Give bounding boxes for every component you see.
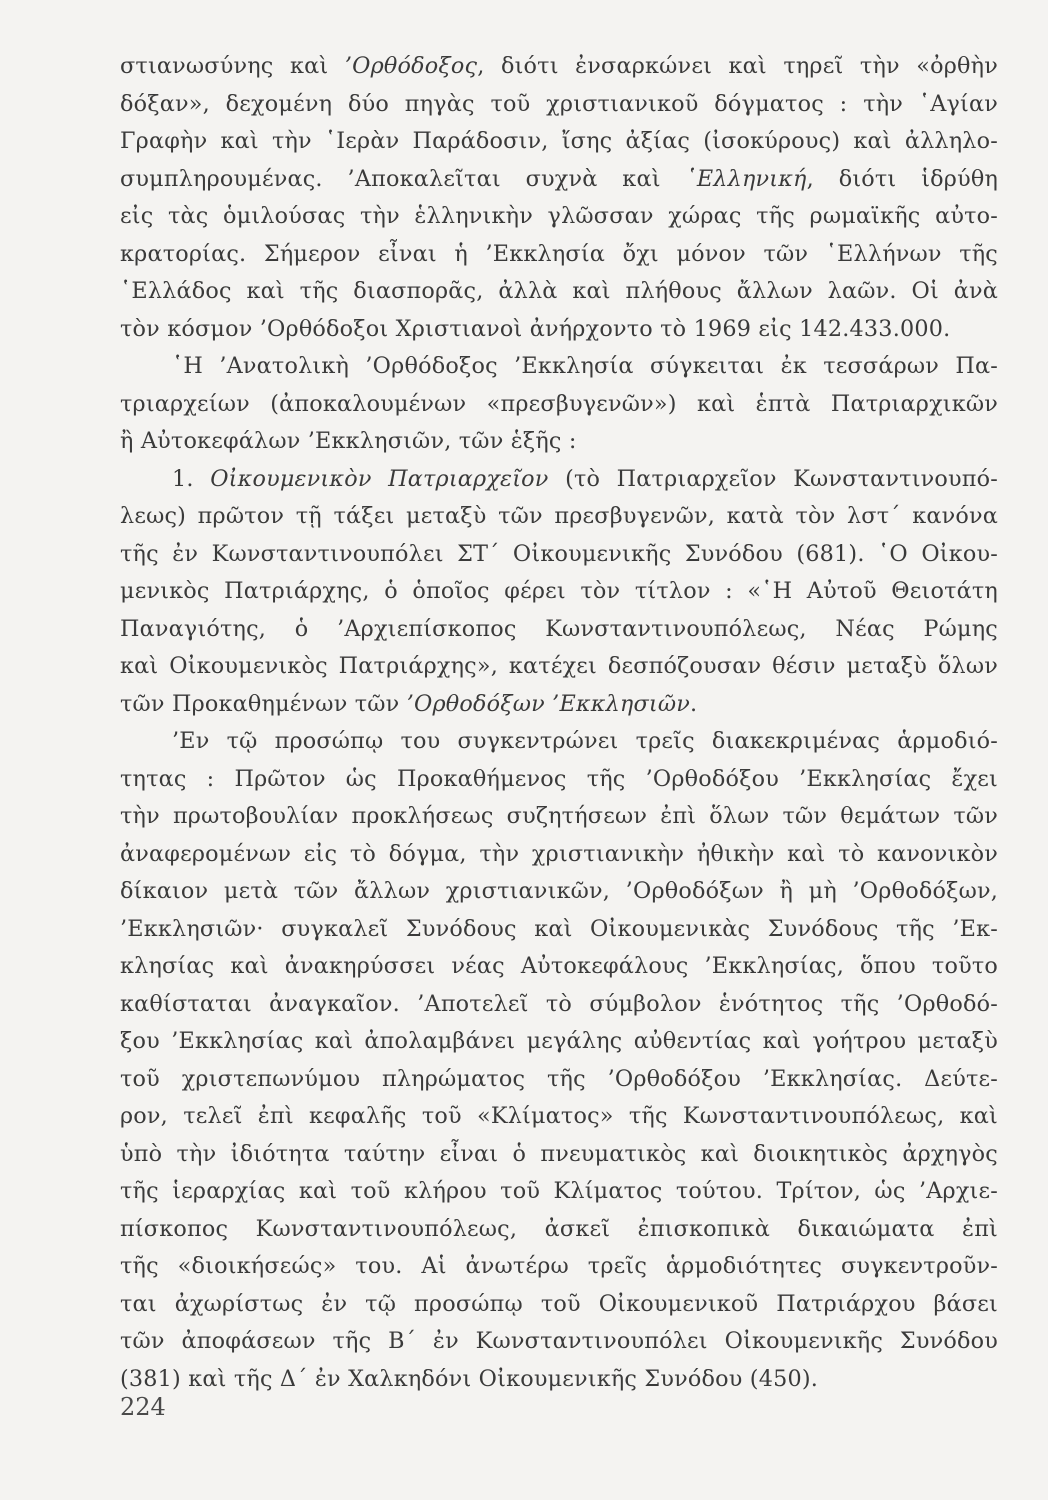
text-line [120,761,998,799]
text-line [120,236,998,274]
text-line [120,423,998,461]
emphasized-text: ’Ορθοδόξων ’Εκκλησιῶν [406,690,690,717]
line-text: καὶ Οἰκουμενικὸς Πατριάρχης», κατέχει δεσπόζουσαν θέσιν μεταξὺ ὅλων [120,653,998,679]
text-line [120,386,998,424]
text-line [120,536,998,574]
text-line [120,911,998,949]
line-text: τὴν πρωτοβουλίαν προκλήσεως συζητήσεων ἐπὶ ὅλων τῶν θεμάτων τῶν [120,803,998,829]
line-text: 1. [172,465,211,492]
line-text: τῶν Προκαθημένων τῶν [120,690,407,717]
text-line [120,836,998,874]
text-line [120,798,998,836]
text-line [120,198,998,236]
text-line [120,311,998,349]
line-text: κρατορίας. Σήμερον εἶναι ἡ ’Εκκλησία ὄχι μόνον τῶν ῾Ελλήνων τῆς [120,240,998,267]
line-text: Παναγιότης, ὁ ’Αρχιεπίσκοπος Κωνσταντινουπόλεως, Νέας Ρώμης [120,615,998,642]
line-text: ῾Ελλάδος καὶ τῆς διασπορᾶς, ἀλλὰ καὶ πλήθους ἄλλων λαῶν. Οἱ ἀνὰ [120,278,998,304]
line-text: ρον, τελεῖ ἐπὶ κεφαλῆς τοῦ «Κλίματος» τῆς Κωνσταντινουπόλεως, καὶ [120,1103,998,1129]
line-text: ται ἀχωρίστως ἐν τῷ προσώπῳ τοῦ Οἰκουμενικοῦ Πατριάρχου βάσει [120,1290,998,1317]
line-text: τὸν κόσμον ’Ορθόδοξοι Χριστιανοὶ ἀνήρχοντο τὸ 1969 εἰς 142.433.000. [120,315,951,342]
text-line [120,1136,998,1174]
emphasized-text: Οἰκουμενικὸν Πατριαρχεῖον [210,465,549,492]
line-text: τῶν ἀποφάσεων τῆς Β΄ ἐν Κωνσταντινουπόλει Οἰκουμενικῆς Συνόδου [120,1328,998,1354]
line-text: τριαρχείων (ἀποκαλουμένων «πρεσβυγενῶν») καὶ ἑπτὰ Πατριαρχικῶν [120,390,998,417]
line-text: (τὸ Πατριαρχεῖον Κωνσταντινουπό- [548,465,998,492]
text-line [120,873,998,911]
text-line [120,1173,998,1211]
text-line [120,1248,998,1286]
text-line [120,161,998,199]
text-line [120,986,998,1024]
text-line [120,1286,998,1324]
line-text: δόξαν», δεχομένη δύο πηγὰς τοῦ χριστιανικοῦ δόγματος : τὴν ῾Αγίαν [120,90,998,117]
line-text: στιανωσύνης καὶ [120,53,345,79]
line-text: ’Εν τῷ προσώπῳ του συγκεντρώνει τρεῖς διακεκριμένας ἁρμοδιό- [172,728,998,754]
line-text: . [689,690,698,717]
line-text: τοῦ χριστεπωνύμου πληρώματος τῆς ’Ορθοδόξου ’Εκκλησίας. Δεύτε- [120,1065,998,1092]
text-line [120,461,998,499]
text-column [120,48,998,1398]
text-line [120,1323,998,1361]
line-text: καθίσταται ἀναγκαῖον. ’Αποτελεῖ τὸ σύμβολον ἑνότητος τῆς ’Ορθοδό- [120,990,998,1017]
text-line [120,498,998,536]
text-line [120,648,998,686]
text-line [120,1098,998,1136]
line-text: ὑπὸ τὴν ἰδιότητα ταύτην εἶναι ὁ πνευματικὸς καὶ διοικητικὸς ἀρχηγὸς [120,1140,998,1167]
text-line [120,1023,998,1061]
page-number: 224 [120,1393,166,1421]
line-text: Γραφὴν καὶ τὴν ῾Ιερὰν Παράδοσιν, ἴσης ἀξίας (ἰσοκύρους) καὶ ἀλληλο- [120,128,998,154]
line-text: (381) καὶ τῆς Δ΄ ἐν Χαλκηδόνι Οἰκουμενικῆς Συνόδου (450). [120,1365,819,1392]
emphasized-text: ’Ορθόδοξος [344,53,478,79]
line-text: ’Εκκλησιῶν· συγκαλεῖ Συνόδους καὶ Οἰκουμενικὰς Συνόδους τῆς ’Εκ- [120,915,998,942]
line-text: εἰς τὰς ὁμιλούσας τὴν ἑλληνικὴν γλῶσσαν χώρας τῆς ρωμαϊκῆς αὐτο- [120,203,998,229]
text-line [120,273,998,311]
line-text: δίκαιον μετὰ τῶν ἄλλων χριστιανικῶν, ’Ορθοδόξων ἢ μὴ ’Ορθοδόξων, [120,878,998,904]
line-text: συμπληρουμένας. ’Αποκαλεῖται συχνὰ καὶ [120,165,686,192]
line-text: ἢ Αὐτοκεφάλων ’Εκκλησιῶν, τῶν ἑξῆς : [120,428,577,454]
text-line [120,1061,998,1099]
line-text: , διότι ἱδρύθη [806,165,999,192]
text-line [120,573,998,611]
line-text: ξου ’Εκκλησίας καὶ ἀπολαμβάνει μεγάλης αὐθεντίας καὶ γοήτρου μεταξὺ [120,1028,998,1054]
line-text: τητας : Πρῶτον ὡς Προκαθήμενος τῆς ’Ορθοδόξου ’Εκκλησίας ἔχει [120,765,998,792]
text-line [120,948,998,986]
text-line [120,1361,998,1399]
text-line [120,348,998,386]
text-line [120,48,998,86]
line-text: ἀναφερομένων εἰς τὸ δόγμα, τὴν χριστιανικὴν ἠθικὴν καὶ τὸ κανονικὸν [120,840,998,867]
line-text: , διότι ἐνσαρκώνει καὶ τηρεῖ τὴν «ὀρθὴν [477,53,998,79]
text-line [120,86,998,124]
line-text: τῆς ἐν Κωνσταντινουπόλει ΣΤ΄ Οἰκουμενικῆς Συνόδου (681). ῾Ο Οἰκου- [120,540,998,567]
page-body [120,48,998,1398]
text-line [120,1211,998,1249]
text-line [120,123,998,161]
line-text: τῆς «διοικήσεώς» του. Αἱ ἀνωτέρω τρεῖς ἁρμοδιότητες συγκεντροῦν- [120,1253,998,1279]
emphasized-text: ῾Ελληνική [685,165,807,192]
text-line [120,723,998,761]
line-text: λεως) πρῶτον τῇ τάξει μεταξὺ τῶν πρεσβυγενῶν, κατὰ τὸν λστ΄ κανόνα [120,503,998,529]
line-text: μενικὸς Πατριάρχης, ὁ ὁποῖος φέρει τὸν τίτλον : «῾Η Αὐτοῦ Θειοτάτη [120,578,998,604]
line-text: πίσκοπος Κωνσταντινουπόλεως, ἀσκεῖ ἐπισκοπικὰ δικαιώματα ἐπὶ [120,1215,998,1242]
text-line [120,611,998,649]
line-text: ῾Η ’Ανατολικὴ ’Ορθόδοξος ’Εκκλησία σύγκειται ἐκ τεσσάρων Πα- [172,353,998,379]
line-text: κλησίας καὶ ἀνακηρύσσει νέας Αὐτοκεφάλους ’Εκκλησίας, ὅπου τοῦτο [120,953,998,979]
text-line [120,686,998,724]
line-text: τῆς ἱεραρχίας καὶ τοῦ κλήρου τοῦ Κλίματος τούτου. Τρίτον, ὡς ’Αρχιε- [120,1178,998,1204]
